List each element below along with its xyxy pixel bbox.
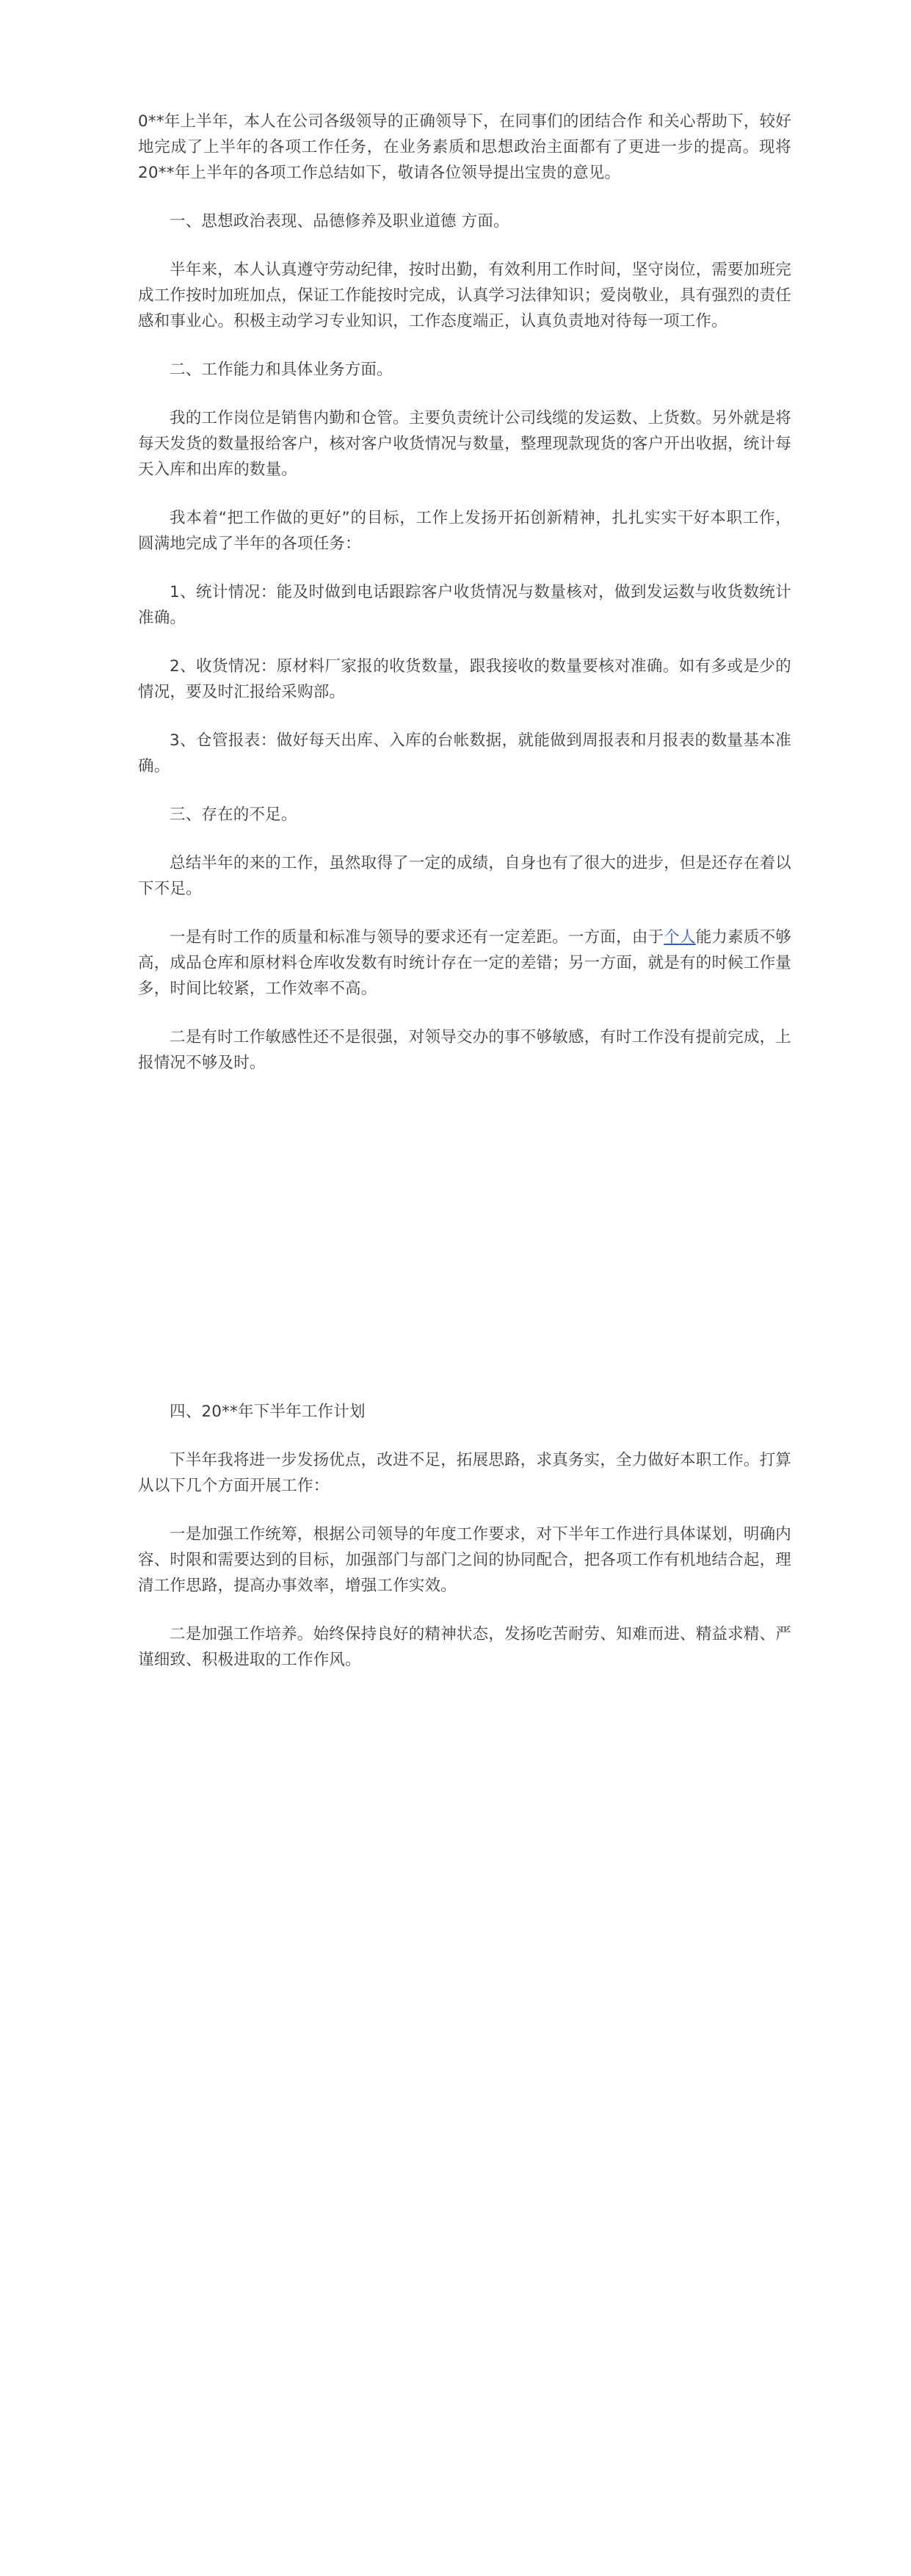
- paragraph-plan-training: 二是加强工作培养。始终保持良好的精神状态，发扬吃苦耐劳、知难而进、精益求精、严谨细致、积极进取的工作作风。: [138, 1625, 791, 1669]
- heading-work-ability: 二、工作能力和具体业务方面。: [170, 361, 393, 379]
- heading-second-half-plan: 四、20**年下半年工作计划: [170, 1403, 366, 1421]
- paragraph-plan-coordination: 一是加强工作统筹，根据公司领导的年度工作要求，对下半年工作进行具体谋划，明确内容、时限和需要达到的目标，加强部门与部门之间的协同配合，把各项工作有机地结合起，理清工作思路，提高办事效率，增强工作实效。: [138, 1525, 791, 1595]
- document-body-part-2: [138, 1399, 791, 1696]
- document-body-part-1: [138, 109, 791, 1099]
- paragraph-shortcoming-two: 二是有时工作敏感性还不是很强，对领导交办的事不够敏感，有时工作没有提前完成，上报情况不够及时。: [138, 1028, 791, 1072]
- paragraph-work-goal: 我本着“把工作做的更好”的目标，工作上发扬开拓创新精神，扎扎实实干好本职工作，圆满地完成了半年的各项任务：: [138, 509, 791, 553]
- item-receiving: 2、收货情况：原材料厂家报的收货数量，跟我接收的数量要核对准确。如有多或是少的情况，要及时汇报给采购部。: [138, 657, 791, 701]
- personal-link[interactable]: 个人: [664, 928, 696, 947]
- paragraph-shortcomings-summary: 总结半年的来的工作，虽然取得了一定的成绩，自身也有了很大的进步，但是还存在着以下不足。: [138, 854, 791, 898]
- heading-political-conduct: 一、思想政治表现、品德修养及职业道德 方面。: [170, 212, 509, 231]
- item-warehouse-reports: 3、仓管报表：做好每天出库、入库的台帐数据，就能做到周报表和月报表的数量基本准确。: [138, 731, 791, 775]
- shortcoming-one-text-before: 一是有时工作的质量和标准与领导的要求还有一定差距。一方面，由于: [170, 928, 664, 947]
- paragraph-plan-intro: 下半年我将进一步发扬优点，改进不足，拓展思路，求真务实，全力做好本职工作。打算从以下几个方面开展工作：: [138, 1451, 791, 1495]
- paragraph-shortcoming-one: [138, 925, 791, 1002]
- heading-shortcomings: 三、存在的不足。: [170, 806, 297, 824]
- item-statistics: 1、统计情况：能及时做到电话跟踪客户收货情况与数量核对，做到发运数与收货数统计准确。: [138, 583, 791, 627]
- paragraph-conduct-detail: 半年来，本人认真遵守劳动纪律，按时出勤，有效利用工作时间，坚守岗位，需要加班完成工作按时加班加点，保证工作能按时完成，认真学习法律知识；爱岗敬业，具有强烈的责任感和事业心。积极主动学习专业知识，工作态度端正，认真负责地对待每一项工作。: [138, 261, 791, 330]
- intro-paragraph: 0**年上半年，本人在公司各级领导的正确领导下，在同事们的团结合作 和关心帮助下，较好地完成了上半年的各项工作任务，在业务素质和思想政治主面都有了更进一步的提高。现将 20**年上半年的各项工作总结如下，敬请各位领导提出宝贵的意见。: [138, 112, 791, 182]
- paragraph-job-duties: 我的工作岗位是销售内勤和仓管。主要负责统计公司线缆的发运数、上货数。另外就是将每天发货的数量报给客户，核对客户收货情况与数量，整理现款现货的客户开出收据，统计每天入库和出库的数量。: [138, 409, 791, 479]
- shortcoming-one-text-after: 能力素质不够高，成品仓库和原材料仓库收发数有时统计存在一定的差错；另一方面，就是有的时候工作量多，时间比较紧，工作效率不高。: [138, 928, 791, 998]
